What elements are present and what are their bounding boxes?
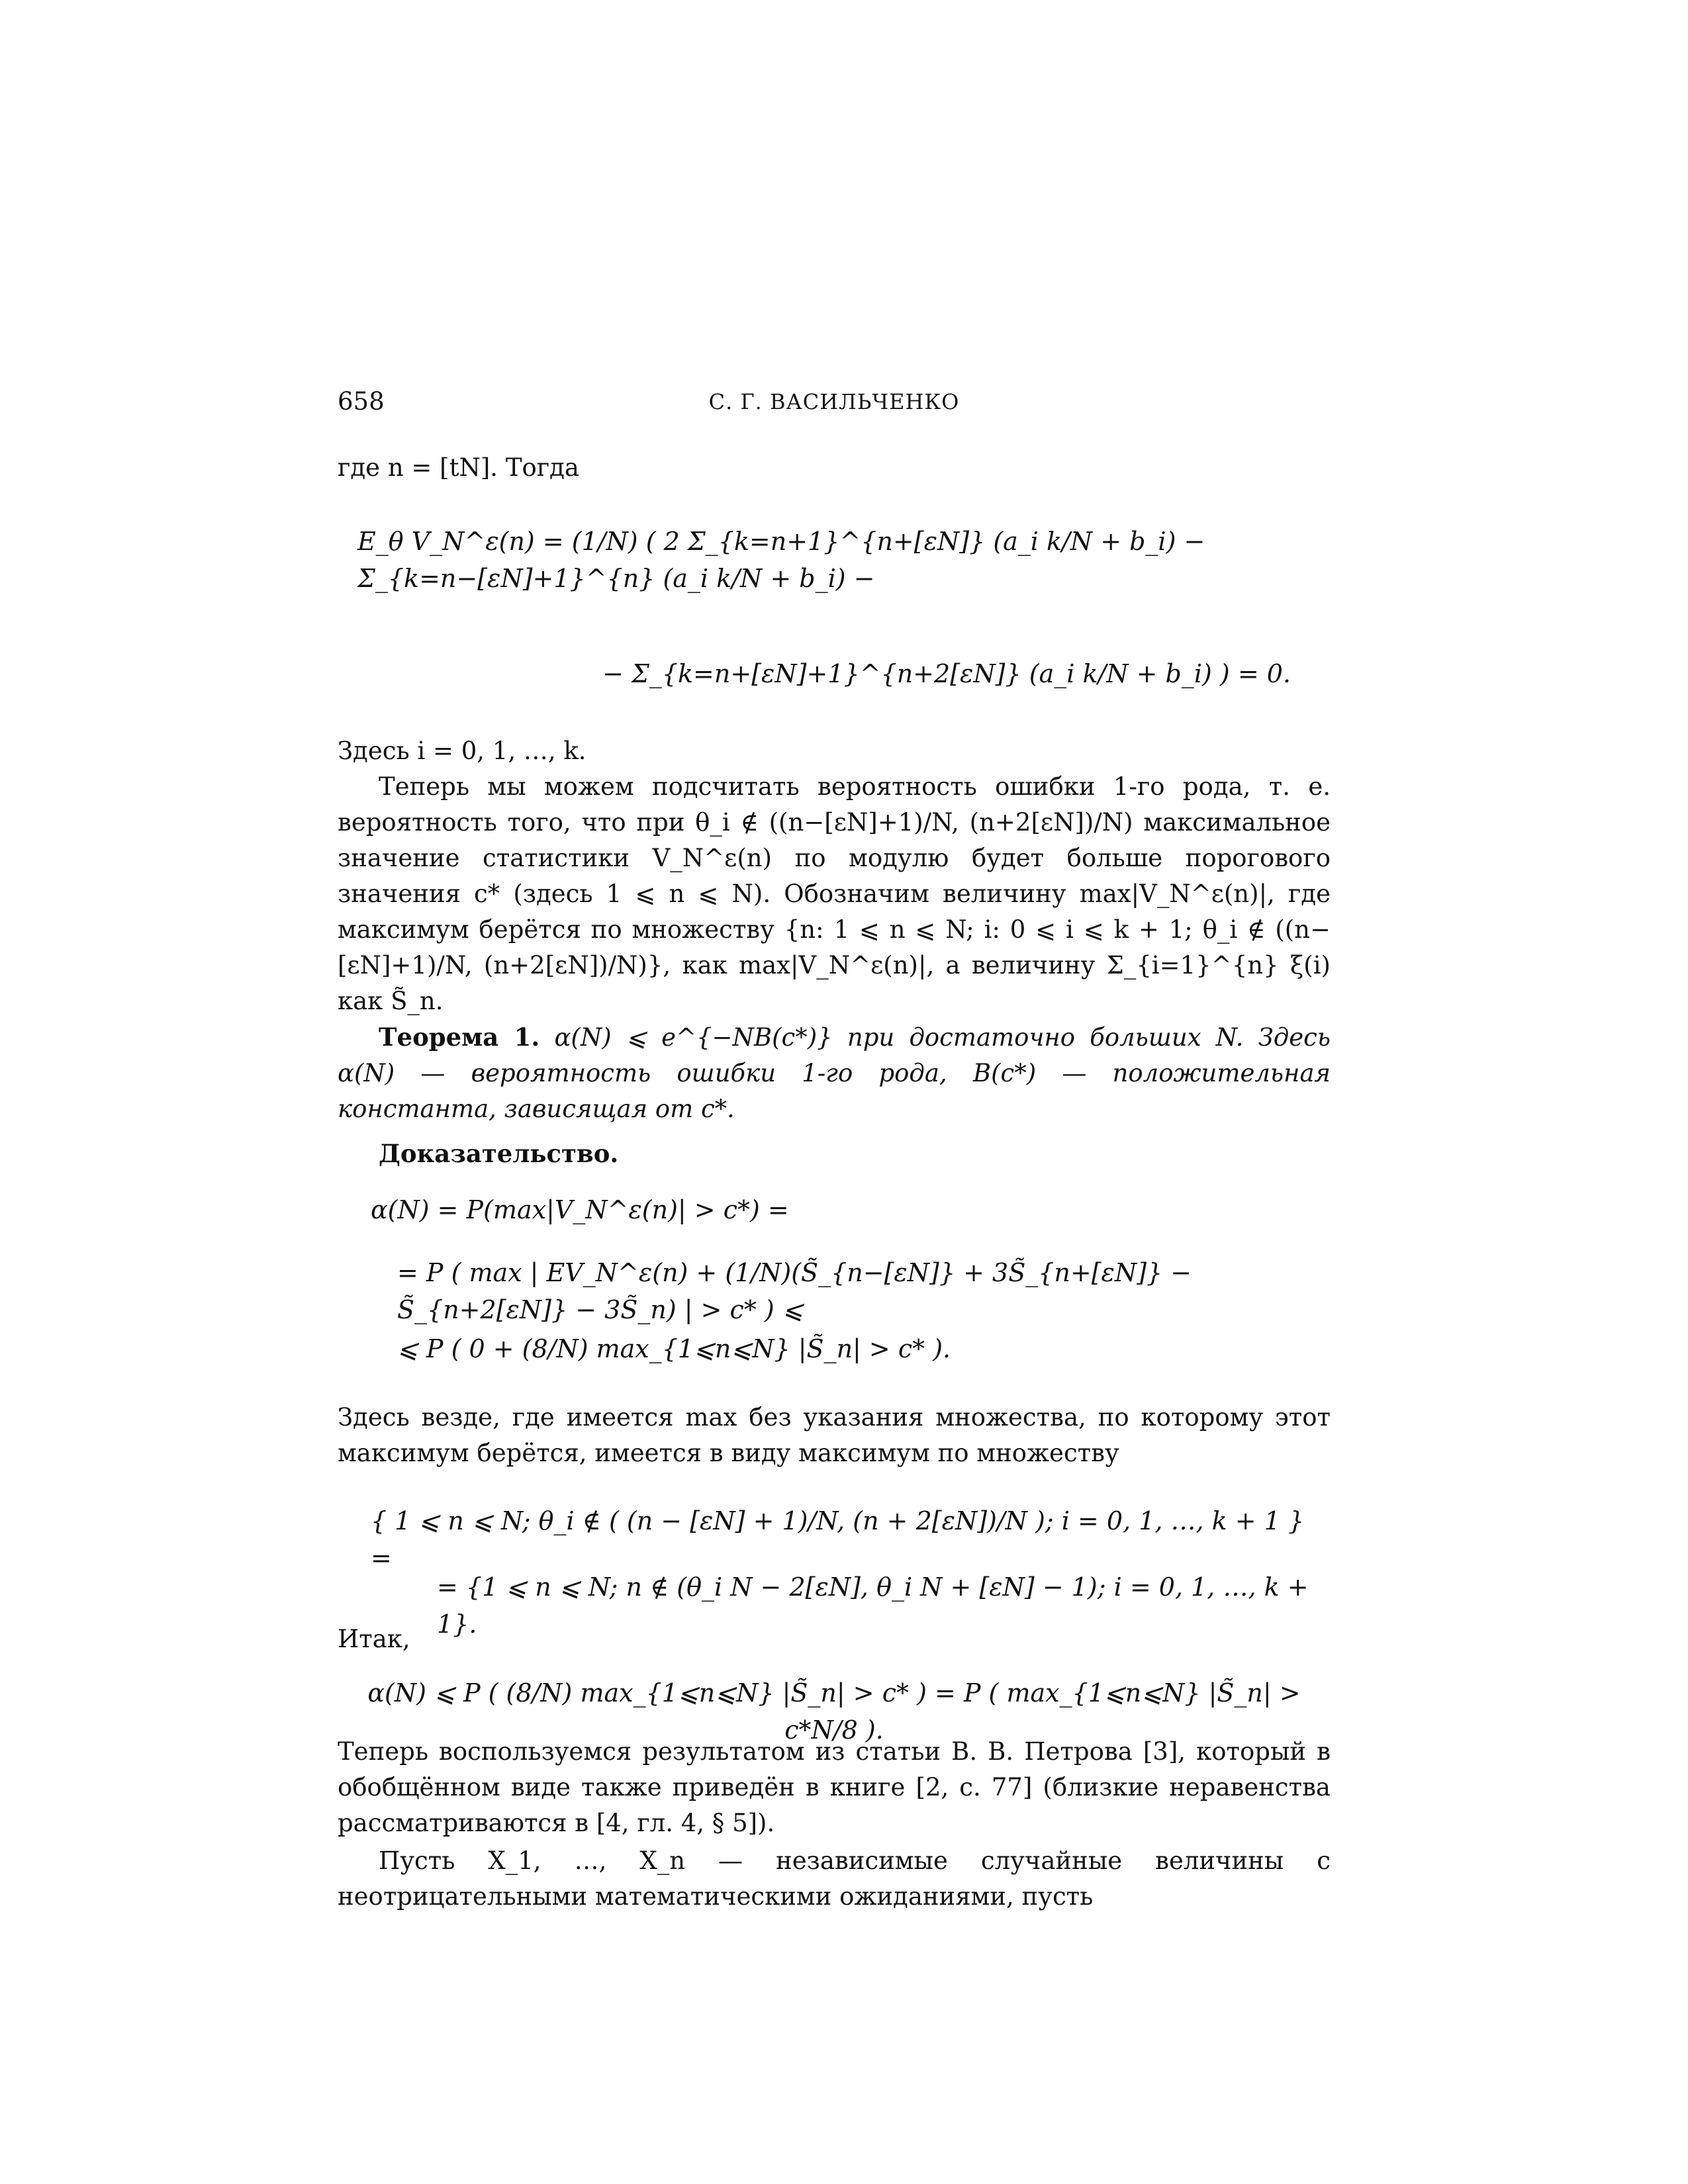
equation-3-line-2: = {1 ⩽ n ⩽ N; n ∉ (θ_i N − 2[εN], θ_i N + [εN] − 1); i = 0, 1, …, k + 1}.	[437, 1572, 1309, 1639]
itak-line: Итак,	[338, 1625, 410, 1653]
running-title: С. Г. ВАСИЛЬЧЕНКО	[708, 389, 960, 414]
theorem-statement: α(N) ⩽ e^{−NB(c*)} при достаточно больших N. Здесь α(N) — вероятность ошибки 1-го рода, B(c*) — положительная константа, зависящая от c*.	[338, 1023, 1331, 1123]
page-header	[338, 384, 1331, 424]
equation-1-line-1: E_θ V_N^ε(n) = (1/N) ( 2 Σ_{k=n+1}^{n+[εN]} (a_i k/N + b_i) − Σ_{k=n−[εN]+1}^{n} (a_i k/N + b_i) −	[357, 527, 1205, 593]
equation-2-line-3: ⩽ P ( 0 + (8/N) max_{1⩽n⩽N} |S̃_n| > c* ).	[397, 1334, 951, 1363]
proof-label: Доказательство.	[379, 1139, 619, 1168]
paragraph-random-variables: Пусть X_1, …, X_n — независимые случайные величины с неотрицательными математическими ожиданиями, пусть	[338, 1846, 1331, 1911]
theorem-label: Теорема 1.	[379, 1023, 540, 1052]
intro-line: где n = [tN]. Тогда	[338, 453, 579, 482]
paragraph-petrov: Теперь воспользуемся результатом из статьи В. В. Петрова [3], который в обобщённом виде также приведён в книге [2, с. 77] (близкие неравенства рассматриваются в [4, гл. 4, § 5]).	[338, 1737, 1331, 1837]
equation-4: α(N) ⩽ P ( (8/N) max_{1⩽n⩽N} |S̃_n| > c* ) = P ( max_{1⩽n⩽N} |S̃_n| > c*N/8 ).	[367, 1678, 1301, 1745]
equation-3-line-1: { 1 ⩽ n ⩽ N; θ_i ∉ ( (n − [εN] + 1)/N, (n + 2[εN])/N ); i = 0, 1, …, k + 1 } =	[371, 1506, 1305, 1572]
page-number: 658	[338, 387, 385, 416]
paragraph-error-probability: Теперь мы можем подсчитать вероятность ошибки 1-го рода, т. е. вероятность того, что при θ_i ∉ ((n−[εN]+1)/N, (n+2[εN])/N) максимальное значение статистики V_N^ε(n) по модулю будет больше порогового значения c* (здесь 1 ⩽ n ⩽ N). Обозначим величину max|V_N^ε(n)|, где максимум берётся по множеству {n: 1 ⩽ n ⩽ N; i: 0 ⩽ i ⩽ k + 1; θ_i ∉ ((n−[εN]+1)/N, (n+2[εN])/N)}, как max|V_N^ε(n)|, а величину Σ_{i=1}^{n} ξ(i) как S̃_n.	[338, 772, 1331, 1015]
equation-1-line-2: − Σ_{k=n+[εN]+1}^{n+2[εN]} (a_i k/N + b_i) ) = 0.	[602, 659, 1291, 688]
index-line: Здесь i = 0, 1, …, k.	[338, 737, 586, 765]
theorem-1	[338, 1019, 1331, 1127]
paragraph-max-set: Здесь везде, где имеется max без указания множества, по которому этот максимум берётся, имеется в виду максимум по множеству	[338, 1403, 1331, 1467]
equation-2-line-1: α(N) = P(max|V_N^ε(n)| > c*) =	[371, 1195, 789, 1224]
equation-2-line-2: = P ( max | EV_N^ε(n) + (1/N)(S̃_{n−[εN]} + 3S̃_{n+[εN]} − S̃_{n+2[εN]} − 3S̃_n) | > c* ) ⩽	[397, 1258, 1192, 1324]
